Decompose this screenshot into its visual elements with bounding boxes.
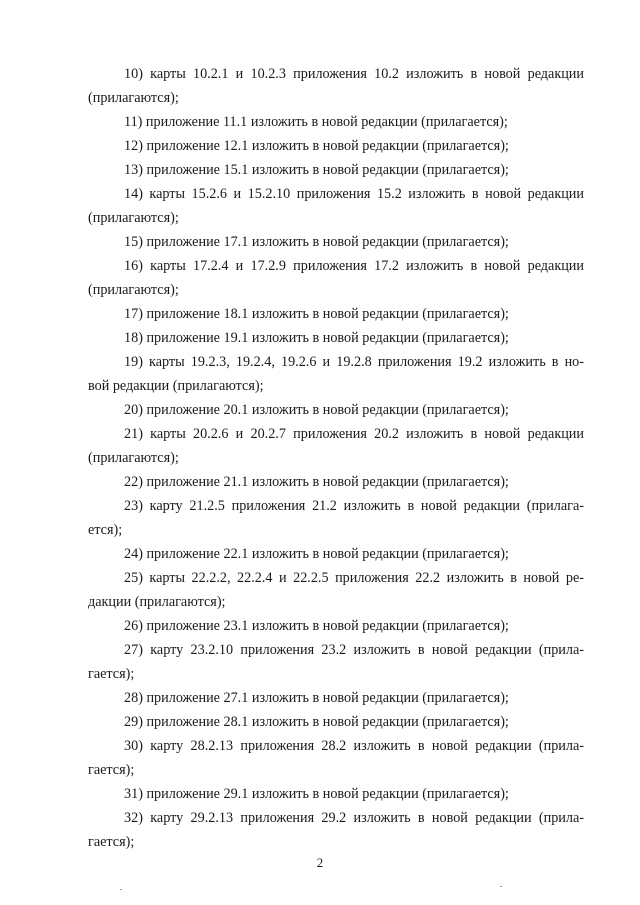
list-item-line: гается);: [88, 762, 135, 778]
list-item: [88, 542, 584, 566]
list-item: [88, 326, 584, 350]
list-item-line: 12) приложение 12.1 изложить в новой редакции (прилагается);: [124, 138, 509, 154]
list-item-line: 11) приложение 11.1 изложить в новой редакции (прилагается);: [124, 114, 508, 130]
list-item: [88, 806, 584, 854]
list-item: [88, 110, 584, 134]
scan-speck: [120, 889, 122, 890]
list-item-line: 16) карты 17.2.4 и 17.2.9 приложения 17.2 изложить в новой редакции: [124, 258, 584, 274]
list-item-line: гается);: [88, 666, 135, 682]
list-item-line: 32) карту 29.2.13 приложения 29.2 изложить в новой редакции (прила-: [124, 810, 584, 826]
list-item: [88, 782, 584, 806]
list-item-line: 20) приложение 20.1 изложить в новой редакции (прилагается);: [124, 402, 509, 418]
list-item-line: (прилагаются);: [88, 450, 179, 466]
list-item: [88, 254, 584, 302]
list-item: [88, 734, 584, 782]
list-item-line: (прилагаются);: [88, 90, 179, 106]
list-item: [88, 686, 584, 710]
list-item-line: ется);: [88, 522, 123, 538]
list-item: [88, 134, 584, 158]
list-item: [88, 302, 584, 326]
list-item: [88, 638, 584, 686]
list-item: [88, 398, 584, 422]
list-item: [88, 710, 584, 734]
amendment-list: [88, 62, 584, 854]
list-item: [88, 230, 584, 254]
list-item-line: 10) карты 10.2.1 и 10.2.3 приложения 10.2 изложить в новой редакции: [124, 66, 584, 82]
list-item-line: 21) карты 20.2.6 и 20.2.7 приложения 20.2 изложить в новой редакции: [124, 426, 584, 442]
list-item: [88, 614, 584, 638]
list-item-line: 23) карту 21.2.5 приложения 21.2 изложить в новой редакции (прилага-: [124, 498, 584, 514]
list-item-line: 17) приложение 18.1 изложить в новой редакции (прилагается);: [124, 306, 509, 322]
list-item-line: 15) приложение 17.1 изложить в новой редакции (прилагается);: [124, 234, 509, 250]
list-item-line: 27) карту 23.2.10 приложения 23.2 изложить в новой редакции (прила-: [124, 642, 584, 658]
list-item-line: 13) приложение 15.1 изложить в новой редакции (прилагается);: [124, 162, 509, 178]
page-number: 2: [316, 855, 324, 870]
list-item-line: (прилагаются);: [88, 282, 179, 298]
list-item: [88, 422, 584, 470]
list-item: [88, 566, 584, 614]
list-item-line: 29) приложение 28.1 изложить в новой редакции (прилагается);: [124, 714, 509, 730]
list-item-line: 19) карты 19.2.3, 19.2.4, 19.2.6 и 19.2.8 приложения 19.2 изложить в но-: [124, 354, 584, 370]
list-item-line: 24) приложение 22.1 изложить в новой редакции (прилагается);: [124, 546, 509, 562]
list-item-line: 28) приложение 27.1 изложить в новой редакции (прилагается);: [124, 690, 509, 706]
list-item-line: 26) приложение 23.1 изложить в новой редакции (прилагается);: [124, 618, 509, 634]
list-item-line: 18) приложение 19.1 изложить в новой редакции (прилагается);: [124, 330, 509, 346]
list-item: [88, 158, 584, 182]
list-item-line: 14) карты 15.2.6 и 15.2.10 приложения 15.2 изложить в новой редакции: [124, 186, 584, 202]
list-item: [88, 470, 584, 494]
list-item-line: 30) карту 28.2.13 приложения 28.2 изложить в новой редакции (прила-: [124, 738, 584, 754]
list-item-line: 25) карты 22.2.2, 22.2.4 и 22.2.5 приложения 22.2 изложить в новой ре-: [124, 570, 584, 586]
list-item-line: (прилагаются);: [88, 210, 179, 226]
list-item: [88, 350, 584, 398]
list-item-line: вой редакции (прилагаются);: [88, 378, 264, 394]
list-item: [88, 182, 584, 230]
list-item-line: 31) приложение 29.1 изложить в новой редакции (прилагается);: [124, 786, 509, 802]
list-item: [88, 62, 584, 110]
list-item-line: гается);: [88, 834, 135, 850]
list-item-line: дакции (прилагаются);: [88, 594, 226, 610]
list-item: [88, 494, 584, 542]
scan-speck: [500, 886, 502, 887]
list-item-line: 22) приложение 21.1 изложить в новой редакции (прилагается);: [124, 474, 509, 490]
